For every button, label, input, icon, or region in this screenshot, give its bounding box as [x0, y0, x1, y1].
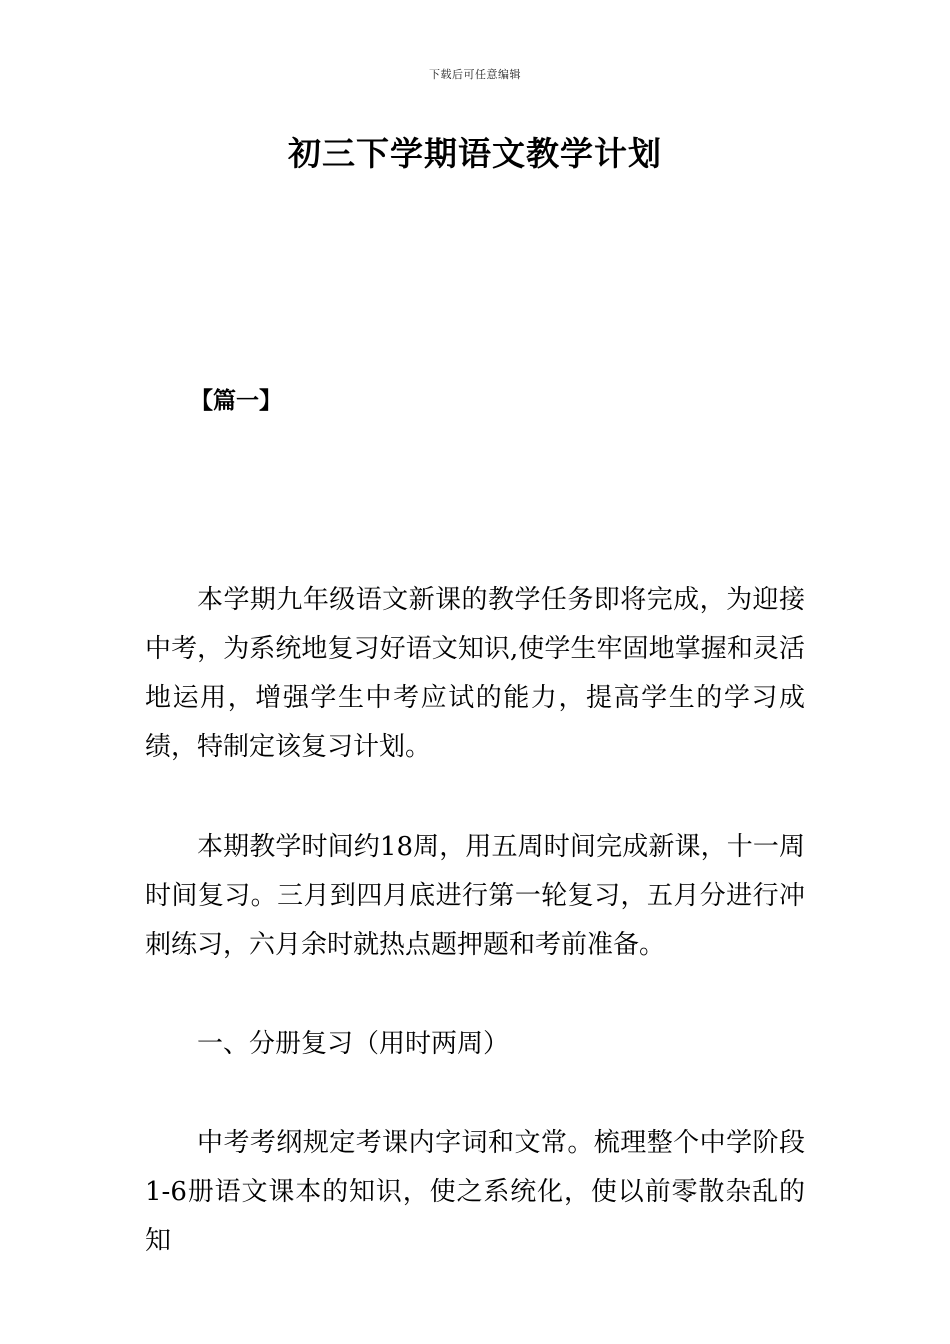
document-title: 初三下学期语文教学计划: [288, 134, 662, 173]
section-label: 【篇一】: [190, 388, 282, 414]
header-note: 下载后可任意编辑: [429, 68, 521, 81]
paragraph-schedule: 本期教学时间约18周，用五周时间完成新课，十一周时间复习。三月到四月底进行第一轮复习，五月分进行冲刺练习，六月余时就热点题押题和考前准备。: [145, 832, 805, 960]
paragraph-intro: 本学期九年级语文新课的教学任务即将完成，为迎接中考，为系统地复习好语文知识,使学生牢固地掌握和灵活地运用，增强学生中考应试的能力，提高学生的学习成绩，特制定该复习计划。: [145, 585, 805, 762]
paragraph-review: 中考考纲规定考课内字词和文常。梳理整个中学阶段1-6册语文课本的知识，使之系统化，使以前零散杂乱的知: [145, 1128, 805, 1256]
paragraph-section-heading: 一、分册复习（用时两周）: [197, 1029, 510, 1059]
